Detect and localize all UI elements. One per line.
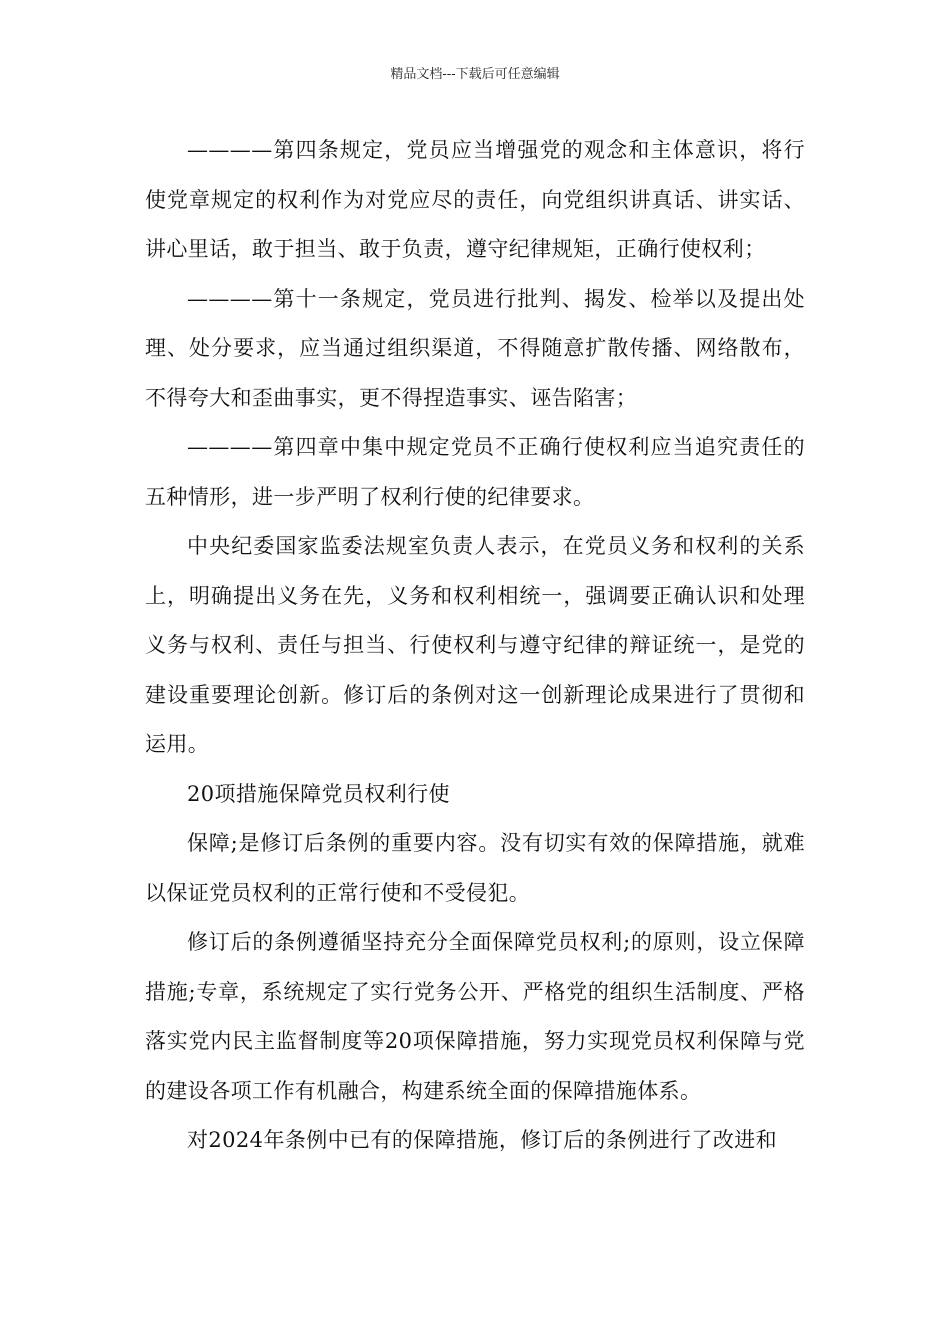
paragraph-guarantee-measures: 修订后的条例遵循坚持充分全面保障党员权利;的原则，设立保障措施;专章，系统规定了实行党务公开、严格党的组织生活制度、严格落实党内民主监督制度等20项保障措施，努力实现党员权利保障与党的建设各项工作有机融合，构建系统全面的保障措施体系。 bbox=[145, 930, 805, 1103]
paragraph-guarantee-importance: 保障;是修订后条例的重要内容。没有切实有效的保障措施，就难以保证党员权利的正常行使和不受侵犯。 bbox=[145, 831, 805, 905]
paragraph-official-statement: 中央纪委国家监委法规室负责人表示，在党员义务和权利的关系上，明确提出义务在先，义务和权利相统一，强调要正确认识和处理义务与权利、责任与担当、行使权利与遵守纪律的辩证统一，是党的建设重要理论创新。修订后的条例对这一创新理论成果进行了贯彻和运用。 bbox=[145, 534, 805, 756]
paragraph-chapter-4: ————第四章中集中规定党员不正确行使权利应当追究责任的五种情形，进一步严明了权利行使的纪律要求。 bbox=[145, 435, 805, 509]
paragraph-article-11: ————第十一条规定，党员进行批判、揭发、检举以及提出处理、处分要求，应当通过组织渠道，不得随意扩散传播、网络散布，不得夸大和歪曲事实，更不得捏造事实、诬告陷害； bbox=[145, 286, 805, 410]
section-heading: 20项措施保障党员权利行使 bbox=[187, 781, 450, 806]
paragraph-improvements: 对2024年条例中已有的保障措施，修订后的条例进行了改进和 bbox=[187, 1128, 778, 1152]
page-header: 精品文档---下载后可任意编辑 bbox=[390, 67, 560, 82]
document-body bbox=[145, 126, 805, 1166]
paragraph-article-4: ————第四条规定，党员应当增强党的观念和主体意识，将行使党章规定的权利作为对党应尽的责任，向党组织讲真话、讲实话、讲心里话，敢于担当、敢于负责，遵守纪律规矩，正确行使权利； bbox=[145, 138, 805, 261]
